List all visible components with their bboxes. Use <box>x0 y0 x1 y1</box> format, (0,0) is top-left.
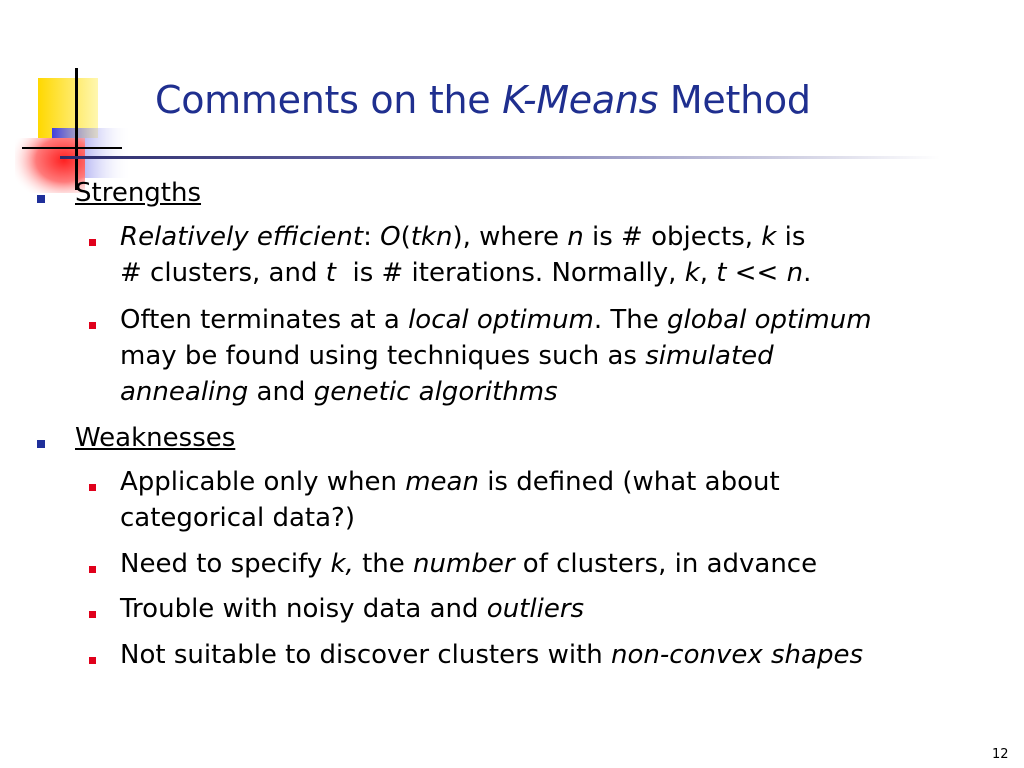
specify-k-line: Need to specify k, the number of clusters, in advance <box>120 549 818 579</box>
outliers-line: Trouble with noisy data and outliers <box>120 594 585 624</box>
square-bullet-icon <box>37 440 45 448</box>
efficiency-line-1: Relatively efficient: O(tkn), where n is # objects, k is <box>120 222 806 252</box>
optimum-line-2: may be found using techniques such as simulated <box>120 341 774 371</box>
optimum-line-1: Often terminates at a local optimum. The global optimum <box>120 305 872 335</box>
square-bullet-icon <box>89 611 96 618</box>
square-bullet-icon <box>89 239 96 246</box>
square-bullet-icon <box>89 484 96 491</box>
weaknesses-heading: Weaknesses <box>75 423 236 453</box>
optimum-line-3: annealing and genetic algorithms <box>120 377 558 407</box>
efficiency-line-2: # clusters, and t is # iterations. Normally, k, t << n. <box>120 258 812 288</box>
slide-title: Comments on the K-Means Method <box>155 78 811 122</box>
square-bullet-icon <box>37 195 45 203</box>
square-bullet-icon <box>89 322 96 329</box>
page-number: 12 <box>992 747 1009 762</box>
non-convex-line: Not suitable to discover clusters with non-convex shapes <box>120 640 863 670</box>
strengths-heading: Strengths <box>75 178 202 208</box>
square-bullet-icon <box>89 657 96 664</box>
square-bullet-icon <box>89 566 96 573</box>
mean-line-1: Applicable only when mean is defined (what about <box>120 467 780 497</box>
mean-line-2: categorical data?) <box>120 503 355 533</box>
